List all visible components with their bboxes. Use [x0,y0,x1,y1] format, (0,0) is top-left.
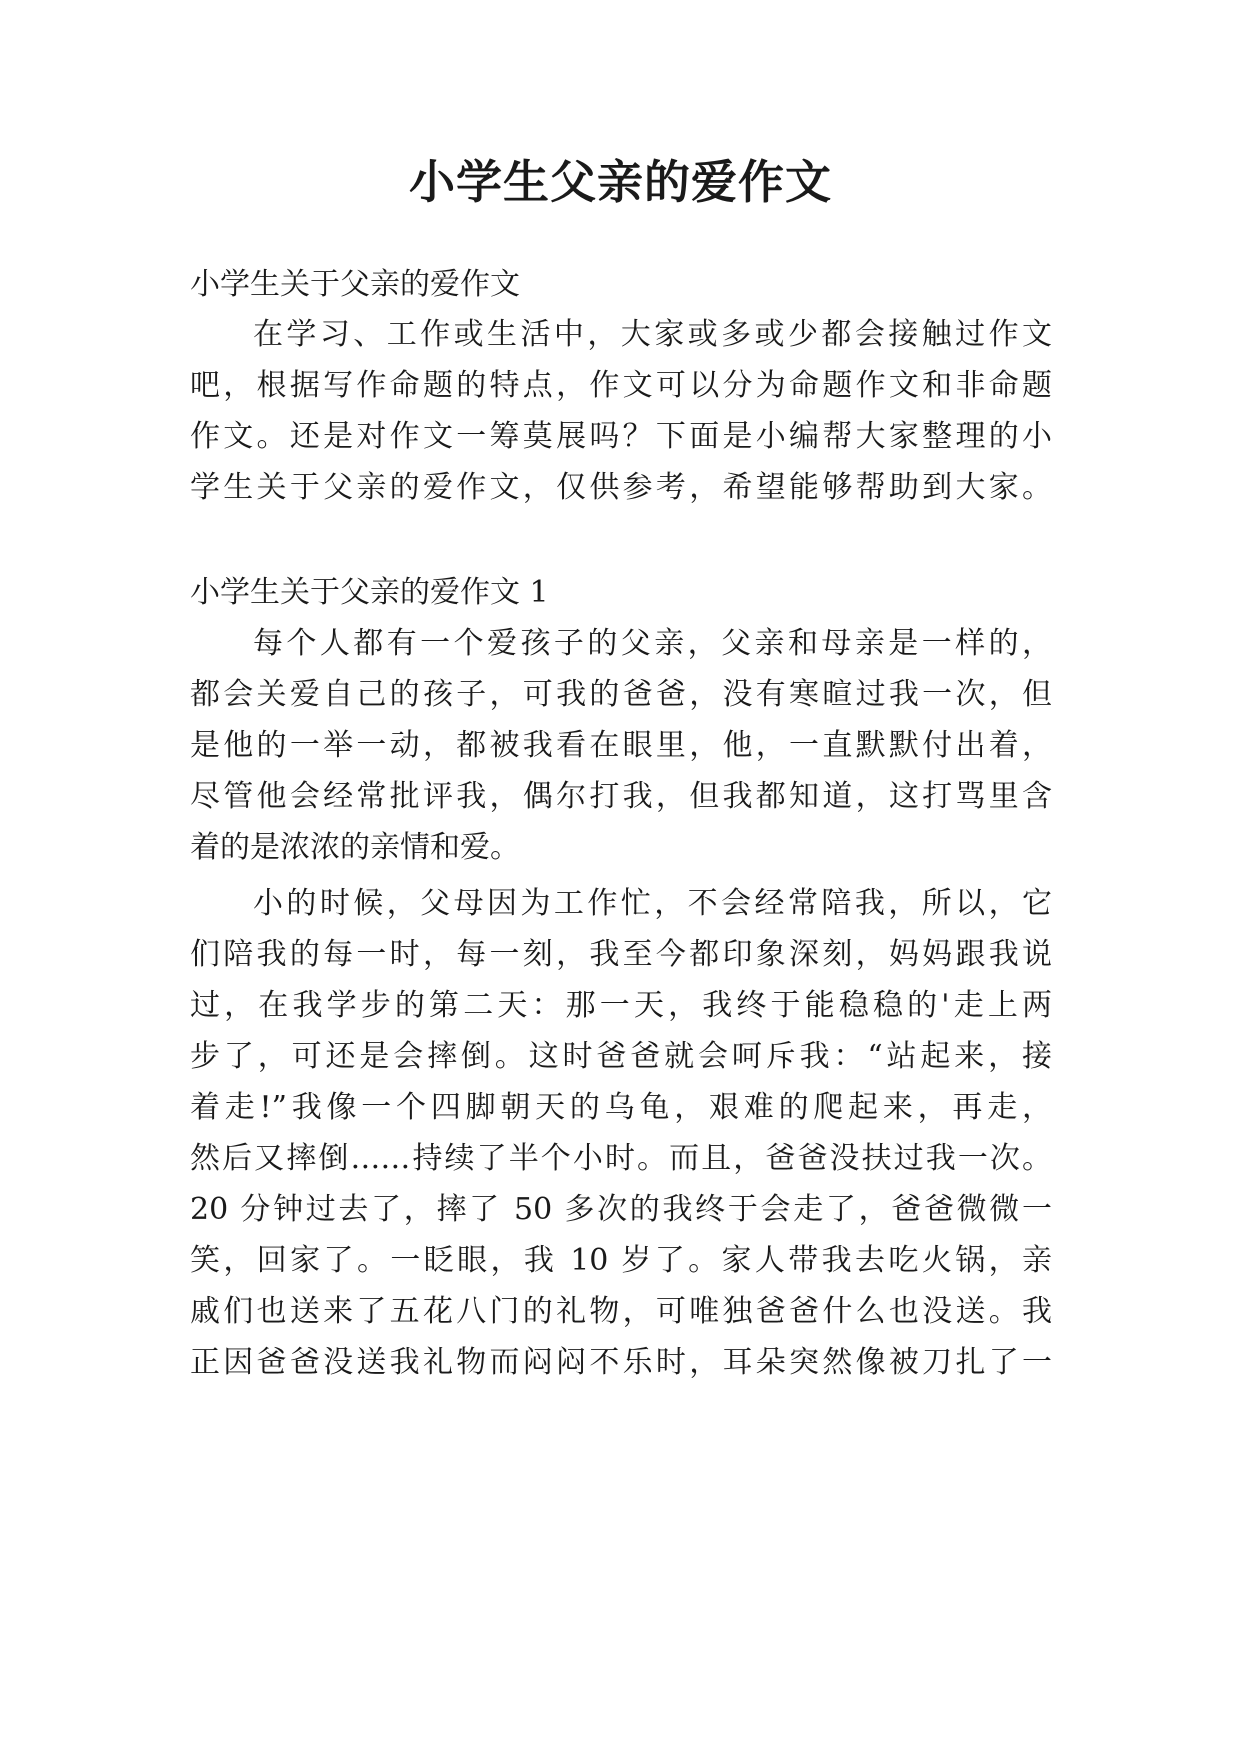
paragraph-line: 在学习、工作或生活中，大家或多或少都会接触过作文 [253,317,1052,352]
paragraph-line: 正因爸爸没送我礼物而闷闷不乐时，耳朵突然像被刀扎了一 [190,1345,1052,1380]
paragraph-line: 20 分钟过去了，摔了 50 多次的我终于会走了，爸爸微微一 [190,1192,1052,1227]
paragraph-line: 过，在我学步的第二天：那一天，我终于能稳稳的'走上两 [190,988,1052,1023]
paragraph-line: 每个人都有一个爱孩子的父亲，父亲和母亲是一样的， [253,626,1052,661]
paragraph-line: 们陪我的每一时，每一刻，我至今都印象深刻，妈妈跟我说 [190,937,1052,972]
paragraph-line: 吧，根据写作命题的特点，作文可以分为命题作文和非命题 [190,368,1052,403]
paragraph-line: 着走!”我像一个四脚朝天的乌龟，艰难的爬起来，再走， [190,1090,1052,1125]
paragraph-line: 学生关于父亲的爱作文，仅供参考，希望能够帮助到大家。 [190,470,1052,505]
paragraph-line: 戚们也送来了五花八门的礼物，可唯独爸爸什么也没送。我 [190,1294,1052,1329]
document-title: 小学生父亲的爱作文 [409,155,832,209]
paragraph-line: 然后又摔倒……持续了半个小时。而且，爸爸没扶过我一次。 [190,1141,1052,1176]
paragraph-line: 小的时候，父母因为工作忙，不会经常陪我，所以，它 [253,886,1052,921]
paragraph-line: 着的是浓浓的亲情和爱。 [190,830,520,865]
paragraph-line: 是他的一举一动，都被我看在眼里，他，一直默默付出着， [190,728,1052,763]
section-heading: 小学生关于父亲的爱作文 [190,267,520,302]
paragraph-line: 尽管他会经常批评我，偶尔打我，但我都知道，这打骂里含 [190,779,1052,814]
paragraph-line: 笑，回家了。一眨眼，我 10 岁了。家人带我去吃火锅，亲 [190,1243,1052,1278]
paragraph-line: 作文。还是对作文一筹莫展吗？下面是小编帮大家整理的小 [190,419,1052,454]
paragraph-line: 步了，可还是会摔倒。这时爸爸就会呵斥我：“站起来，接 [190,1039,1052,1074]
section-heading: 小学生关于父亲的爱作文 1 [190,575,549,610]
paragraph-line: 都会关爱自己的孩子，可我的爸爸，没有寒暄过我一次，但 [190,677,1052,712]
